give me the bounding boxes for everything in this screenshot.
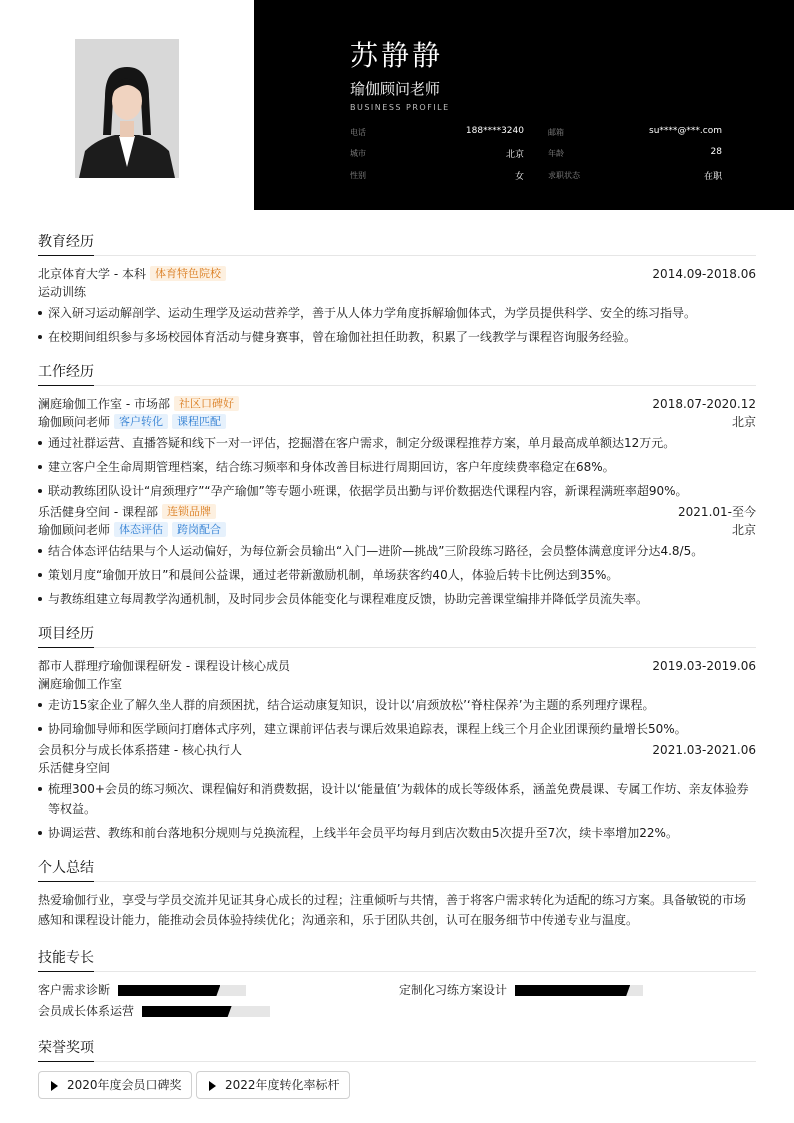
gender-value: 女 bbox=[514, 172, 524, 182]
skill-bar bbox=[515, 985, 643, 996]
education-major: 运动训练 bbox=[38, 285, 87, 299]
city-label: 城市 bbox=[350, 149, 366, 158]
project-name-line bbox=[38, 657, 756, 675]
honors-section bbox=[38, 1038, 756, 1101]
skill-item bbox=[38, 982, 110, 998]
list-item: 通过社群运营、直播答疑和线下一对一评估，挖掘潜在客户需求，制定分级课程推荐方案，单月最高成单额达12万元。 bbox=[38, 433, 756, 453]
job-position-line bbox=[38, 413, 756, 431]
job-company-line bbox=[38, 503, 756, 521]
job-company-line bbox=[38, 395, 756, 413]
candidate-role: 瑜伽顾问老师 bbox=[350, 80, 441, 98]
skill-bar-fill bbox=[118, 985, 220, 996]
info-row-phone-email bbox=[350, 126, 722, 140]
candidate-name: 苏静静 bbox=[350, 39, 444, 72]
skill-bar bbox=[142, 1006, 270, 1017]
profile-tag: BUSINESS PROFILE bbox=[350, 103, 450, 112]
honors-list bbox=[38, 1071, 756, 1101]
job-position: 瑜伽顾问老师 bbox=[38, 523, 111, 537]
section-title: 项目经历 bbox=[38, 624, 756, 648]
info-row-city-age bbox=[350, 147, 722, 161]
list-item: 深入研习运动解剖学、运动生理学及运动营养学，善于从人体力学角度拆解瑜伽体式，为学员提供科学、安全的练习指导。 bbox=[38, 303, 756, 323]
project-name-line bbox=[38, 741, 756, 759]
honor-badge bbox=[196, 1071, 350, 1099]
skill-tag: 体态评估 bbox=[114, 522, 168, 537]
list-item: 策划月度“瑜伽开放日”和晨间公益课，通过老带新激励机制，单场获客约40人，体验后转卡比例达到35%。 bbox=[38, 565, 756, 585]
age-value: 28 bbox=[710, 147, 722, 157]
play-triangle-icon bbox=[209, 1081, 216, 1091]
phone-label: 电话 bbox=[350, 128, 366, 137]
company-tag: 社区口碑好 bbox=[174, 396, 239, 411]
projects-section bbox=[38, 624, 756, 843]
summary-text: 热爱瑜伽行业，享受与学员交流并见证其身心成长的过程；注重倾听与共情，善于将客户需求转化为适配的练习方案。具备敏锐的市场感知和课程设计能力，能推动会员体验持续优化；沟通亲和，乐于团队共创，认可在服务细节中传递专业与温度。 bbox=[38, 893, 747, 927]
project-org: 乐活健身空间 bbox=[38, 761, 111, 775]
school-name: 北京体育大学 - 本科 bbox=[38, 267, 146, 281]
list-item: 联动教练团队设计“肩颈理疗”“孕产瑜伽”等专题小班课，依据学员出勤与评价数据迭代课程内容，新课程满班率超90%。 bbox=[38, 481, 756, 501]
education-period: 2014.09-2018.06 bbox=[652, 267, 756, 281]
header-panel bbox=[254, 0, 794, 210]
email-value: su****@***.com bbox=[649, 126, 722, 136]
job-status-value: 在职 bbox=[703, 172, 722, 182]
skill-tag: 跨岗配合 bbox=[172, 522, 226, 537]
skill-item bbox=[38, 1003, 134, 1019]
section-title: 工作经历 bbox=[38, 362, 756, 386]
list-item: 走访15家企业了解久坐人群的肩颈困扰，结合运动康复知识，设计以‘肩颈放松’‘脊柱保养’为主题的系列理疗课程。 bbox=[38, 695, 756, 715]
list-item: 在校期间组织参与多场校园体育活动与健身赛事，曾在瑜伽社担任助教，积累了一线教学与课程咨询服务经验。 bbox=[38, 327, 756, 347]
project-org: 澜庭瑜伽工作室 bbox=[38, 677, 123, 691]
phone-value: 188****3240 bbox=[465, 126, 524, 136]
job-city: 北京 bbox=[731, 415, 756, 429]
project-name: 都市人群理疗瑜伽课程研发 - 课程设计核心成员 bbox=[38, 659, 290, 673]
skill-bar-fill bbox=[142, 1006, 232, 1017]
email-label: 邮箱 bbox=[548, 128, 564, 137]
list-item: 结合体态评估结果与个人运动偏好，为每位新会员输出“入门—进阶—挑战”三阶段练习路径，会员整体满意度评分达4.8/5。 bbox=[38, 541, 756, 561]
honor-label: 2020年度会员口碑奖 bbox=[67, 1078, 182, 1092]
gender-label: 性别 bbox=[350, 171, 366, 180]
education-school-line bbox=[38, 265, 756, 283]
company-name: 澜庭瑜伽工作室 - 市场部 bbox=[38, 397, 170, 411]
job-position-line bbox=[38, 521, 756, 539]
section-title: 个人总结 bbox=[38, 858, 756, 882]
company-name: 乐活健身空间 - 课程部 bbox=[38, 505, 158, 519]
school-tag: 体育特色院校 bbox=[150, 266, 226, 281]
honor-label: 2022年度转化率标杆 bbox=[225, 1078, 340, 1092]
list-item: 与教练组建立每周教学沟通机制，及时同步会员体能变化与课程难度反馈，协助完善课堂编排并降低学员流失率。 bbox=[38, 589, 756, 609]
play-triangle-icon bbox=[51, 1081, 58, 1091]
list-item: 协调运营、教练和前台落地积分规则与兑换流程，上线半年会员平均每月到店次数由5次提升至7次，续卡率增加22%。 bbox=[38, 823, 756, 843]
project-period: 2019.03-2019.06 bbox=[652, 659, 756, 673]
skill-bar bbox=[118, 985, 246, 996]
skill-bar-fill bbox=[515, 985, 630, 996]
age-label: 年龄 bbox=[548, 149, 564, 158]
company-tag: 连锁品牌 bbox=[162, 504, 216, 519]
profile-photo bbox=[75, 39, 179, 178]
job-city: 北京 bbox=[731, 523, 756, 537]
skill-name: 会员成长体系运营 bbox=[38, 1004, 135, 1018]
skill-name: 客户需求诊断 bbox=[38, 983, 111, 997]
section-title: 技能专长 bbox=[38, 948, 756, 972]
job-position: 瑜伽顾问老师 bbox=[38, 415, 111, 429]
skill-item bbox=[399, 982, 507, 998]
section-title: 教育经历 bbox=[38, 232, 756, 256]
project-period: 2021.03-2021.06 bbox=[652, 743, 756, 757]
skill-tag: 课程匹配 bbox=[172, 414, 226, 429]
job-period: 2018.07-2020.12 bbox=[652, 397, 756, 411]
summary-section bbox=[38, 858, 756, 930]
section-title: 荣誉奖项 bbox=[38, 1038, 756, 1062]
skills-list bbox=[38, 982, 756, 1026]
skill-tag: 客户转化 bbox=[114, 414, 168, 429]
list-item: 建立客户全生命周期管理档案，结合练习频率和身体改善目标进行周期回访，客户年度续费率稳定在68%。 bbox=[38, 457, 756, 477]
project-name: 会员积分与成长体系搭建 - 核心执行人 bbox=[38, 743, 242, 757]
skills-section bbox=[38, 948, 756, 1026]
info-row-gender-status bbox=[350, 169, 722, 183]
job-period: 2021.01-至今 bbox=[678, 505, 756, 519]
work-section bbox=[38, 362, 756, 609]
honor-badge bbox=[38, 1071, 192, 1099]
list-item: 协同瑜伽导师和医学顾问打磨体式序列，建立课前评估表与课后效果追踪表，课程上线三个月企业团课预约量增长50%。 bbox=[38, 719, 756, 739]
job-status-label: 求职状态 bbox=[548, 171, 580, 180]
list-item: 梳理300+会员的练习频次、课程偏好和消费数据，设计以‘能量值’为载体的成长等级体系，涵盖免费晨课、专属工作坊、亲友体验券等权益。 bbox=[38, 779, 756, 819]
city-value: 北京 bbox=[505, 150, 524, 160]
education-section bbox=[38, 232, 756, 347]
skill-name: 定制化习练方案设计 bbox=[399, 983, 508, 997]
